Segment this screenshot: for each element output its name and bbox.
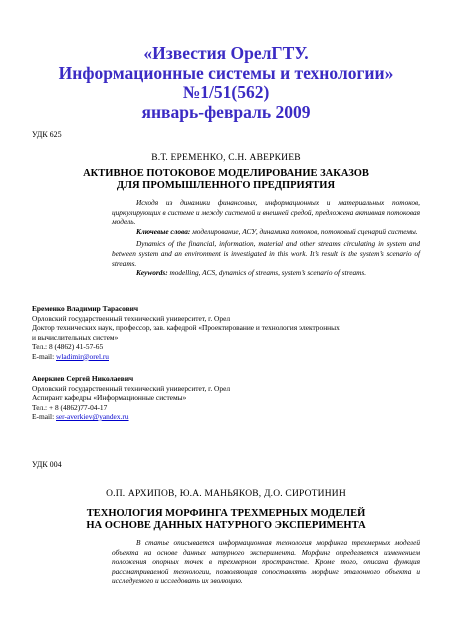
author2-email-row <box>32 412 420 422</box>
author1-position-line-1: Доктор технических наук, профессор, зав. кафедрой «Проектирование и технология электронных <box>32 323 340 332</box>
author2-name: Аверкиев Сергей Николаевич <box>32 374 134 383</box>
author1-phone: Тел.: 8 (4862) 41-57-65 <box>32 342 104 351</box>
article1-keywords-en-text: modelling, ACS, dynamics of streams, system’s scenario of streams. <box>167 268 367 278</box>
author1-email-link[interactable]: wladimir@orel.ru <box>56 351 109 361</box>
article2-title <box>32 508 420 532</box>
journal-title-line-2: Информационные системы и технологии» <box>58 62 394 83</box>
journal-title-line-1: «Известия ОрелГТУ. <box>143 43 309 63</box>
article1-author1-info <box>32 304 420 361</box>
article2-authors: О.П. АРХИПОВ, Ю.А. МАНЬЯКОВ, Д.О. СИРОТИНИН <box>106 489 346 499</box>
article1-title-line-2: ДЛЯ ПРОМЫШЛЕННОГО ПРЕДПРИЯТИЯ <box>116 180 336 191</box>
article1-abstract-ru <box>112 198 420 227</box>
article1-udc: УДК 625 <box>32 130 62 139</box>
author1-email-row <box>32 352 420 362</box>
article1-abstract <box>112 198 420 278</box>
journal-issue-number: №1/51(562) <box>182 82 270 102</box>
author2-affiliation: Орловский государственный технический университет, г. Орел <box>32 383 231 393</box>
article1-abstract-ru-text: Исходя из динамики финансовых, информационных и материальных потоков, циркулирующих в системе и между системой и внешней средой, предложена активная потоковая модель. <box>112 198 420 227</box>
article1-title <box>32 168 420 192</box>
author2-email-link[interactable]: ser-averkiev@yandex.ru <box>56 412 129 421</box>
author2-position: Аспирант кафедры «Информационные системы» <box>32 393 187 402</box>
article2-title-line-1: ТЕХНОЛОГИЯ МОРФИНГА ТРЕХМЕРНЫХ МОДЕЛЕЙ <box>86 508 366 519</box>
author1-email-label: E-mail: <box>32 351 57 361</box>
article1-keywords-ru-text: моделирование, АСУ, динамика потоков, потоковый сценарий системы. <box>190 226 418 236</box>
author2-phone: Тел.: + 8 (4862)77-04-17 <box>32 402 108 412</box>
article2-abstract-ru-text: В статье описывается информационная технология морфинга трехмерных моделей объекта на основе данных натурного эксперимента. Морфинг определяется изменением положения опорных точек в трехмерном пространстве. Кроме того, описана функция рассматриваемой технологии, позволяющая сопоставлять морфинг эталонного объекта и исследуемого и исследовать их эволюцию. <box>112 538 420 586</box>
article2-title-line-2: НА ОСНОВЕ ДАННЫХ НАТУРНОГО ЭКСПЕРИМЕНТА <box>86 520 366 531</box>
author2-email-label: E-mail: <box>32 412 57 421</box>
article1-keywords-en <box>112 268 420 278</box>
article1-keywords-ru-label: Ключевые слова: <box>136 226 191 236</box>
article2-abstract <box>112 538 420 586</box>
author1-name: Еременко Владимир Тарасович <box>32 304 139 313</box>
article1-authors: В.Т. ЕРЕМЕНКО, С.Н. АВЕРКИЕВ <box>151 153 301 163</box>
article2-abstract-ru <box>112 538 420 586</box>
article1-keywords-ru <box>112 227 420 237</box>
article1-abstract-en <box>112 239 420 268</box>
article1-title-line-1: АКТИВНОЕ ПОТОКОВОЕ МОДЕЛИРОВАНИЕ ЗАКАЗОВ <box>83 168 369 179</box>
article1-author2-info <box>32 374 420 422</box>
author1-position-line-2: и вычислительных систем» <box>32 332 119 342</box>
author1-affiliation: Орловский государственный технический университет, г. Орел <box>32 313 231 323</box>
journal-issue-date: январь-февраль 2009 <box>141 101 311 122</box>
article1-abstract-en-text: Dynamics of the financial, information, material and other streams circulating in system and between system and an environment is investigated in this work. It’s result is the system’s scenario of streams. <box>112 239 420 268</box>
article2-udc: УДК 004 <box>32 460 62 469</box>
journal-header <box>40 44 412 122</box>
article1-keywords-en-label: Keywords: <box>136 268 168 278</box>
